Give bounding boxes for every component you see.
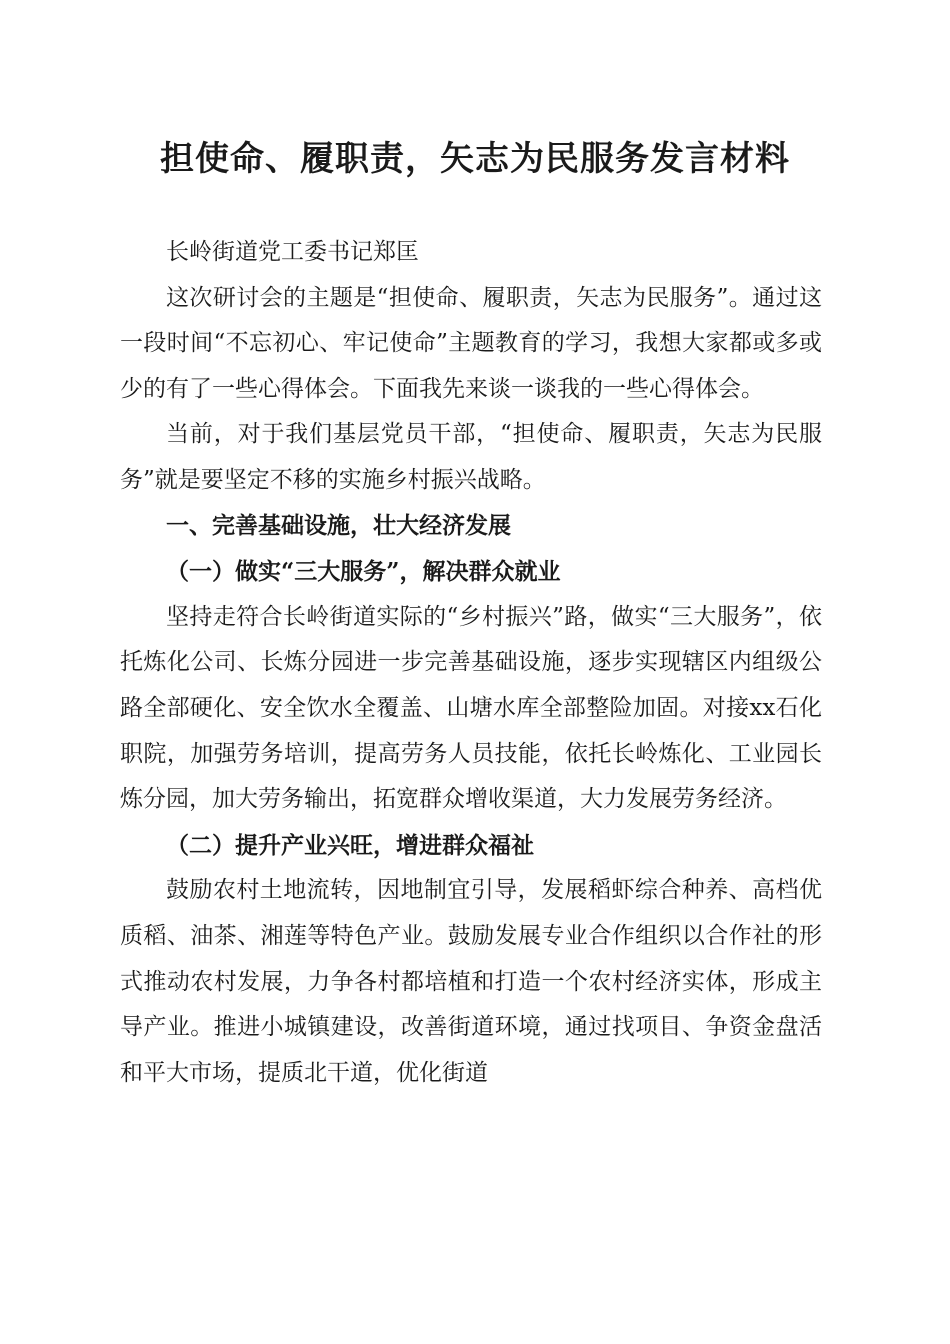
section-1-heading: 一、完善基础设施，壮大经济发展 xyxy=(166,512,511,539)
subsection-2-heading: （二）提升产业兴旺，增进群众福祉 xyxy=(166,831,534,859)
subsection-1-heading: （一）做实“三大服务”，解决群众就业 xyxy=(166,558,561,586)
author-line: 长岭街道党工委书记郑匡 xyxy=(166,239,419,265)
intro-paragraph-1: 这次研讨会的主题是“担使命、履职责，矢志为民服务”。通过这一段时间“不忘初心、牢记使命”主题教育的学习，我想大家都或多或少的有了一些心得体会。下面我先来谈一谈我的一些心得体会。 xyxy=(120,284,822,402)
document-title: 担使命、履职责，矢志为民服务发言材料 xyxy=(160,139,790,179)
intro-paragraph-2: 当前，对于我们基层党员干部，“担使命、履职责，矢志为民服务”就是要坚定不移的实施乡村振兴战略。 xyxy=(120,421,822,493)
subsection-2-paragraph: 鼓励农村土地流转，因地制宜引导，发展稻虾综合种养、高档优质稻、油茶、湘莲等特色产业。鼓励发展专业合作组织以合作社的形式推动农村发展，力争各村都培植和打造一个农村经济实体，形成主导产业。推进小城镇建设，改善街道环境，通过找项目、争资金盘活和平大市场，提质北干道，优化街道 xyxy=(120,877,822,1086)
subsection-1-paragraph: 坚持走符合长岭街道实际的“乡村振兴”路，做实“三大服务”，依托炼化公司、长炼分园进一步完善基础设施，逐步实现辖区内组级公路全部硬化、安全饮水全覆盖、山塘水库全部整险加固。对接xx石化职院，加强劳务培训，提高劳务人员技能，依托长岭炼化、工业园长炼分园，加大劳务输出，拓宽群众增收渠道，大力发展劳务经济。 xyxy=(120,603,822,813)
document-body xyxy=(120,230,822,1096)
